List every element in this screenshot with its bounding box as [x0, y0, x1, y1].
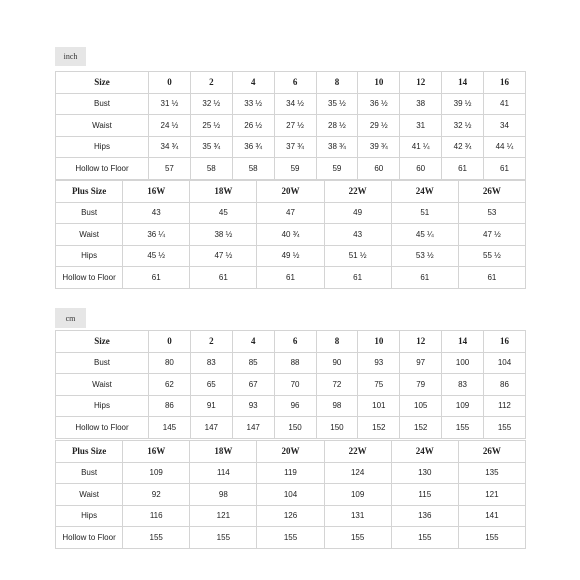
- measurement-label-cell: Hollow to Floor: [56, 527, 123, 549]
- measurement-value-cell: 93: [358, 352, 400, 374]
- measurement-value-cell: 155: [190, 527, 257, 549]
- measurement-value-cell: 61: [442, 158, 484, 180]
- measurement-value-cell: 79: [400, 374, 442, 396]
- measurement-value-cell: 155: [123, 527, 190, 549]
- measurement-value-cell: 155: [257, 527, 324, 549]
- size-header-cell: 0: [149, 331, 191, 353]
- measurement-value-cell: 41: [484, 93, 526, 115]
- measurement-label-cell: Hollow to Floor: [56, 158, 149, 180]
- measurement-label-cell: Waist: [56, 484, 123, 506]
- measurement-value-cell: 98: [316, 395, 358, 417]
- measurement-value-cell: 61: [123, 267, 190, 289]
- measurement-label-cell: Hips: [56, 395, 149, 417]
- measurement-value-cell: 145: [149, 417, 191, 439]
- measurement-value-cell: 91: [190, 395, 232, 417]
- inch-plus-size-table: [55, 180, 526, 289]
- table-row: [56, 245, 526, 267]
- measurement-value-cell: 147: [232, 417, 274, 439]
- measurement-value-cell: 112: [484, 395, 526, 417]
- measurement-value-cell: 88: [274, 352, 316, 374]
- size-header-cell: 16: [484, 72, 526, 94]
- measurement-value-cell: 36 ½: [358, 93, 400, 115]
- measurement-value-cell: 114: [190, 462, 257, 484]
- header-label-cell: Size: [56, 72, 149, 94]
- measurement-value-cell: 96: [274, 395, 316, 417]
- measurement-value-cell: 31 ½: [149, 93, 191, 115]
- measurement-label-cell: Hollow to Floor: [56, 417, 149, 439]
- measurement-value-cell: 72: [316, 374, 358, 396]
- table-row: [56, 93, 526, 115]
- measurement-value-cell: 86: [484, 374, 526, 396]
- size-header-cell: 6: [274, 72, 316, 94]
- size-header-cell: 18W: [190, 441, 257, 463]
- measurement-value-cell: 83: [190, 352, 232, 374]
- measurement-value-cell: 83: [442, 374, 484, 396]
- size-header-cell: 8: [316, 72, 358, 94]
- size-header-cell: 16W: [123, 441, 190, 463]
- measurement-value-cell: 34: [484, 115, 526, 137]
- table-row: [56, 115, 526, 137]
- measurement-value-cell: 45 ½: [123, 245, 190, 267]
- measurement-value-cell: 70: [274, 374, 316, 396]
- measurement-value-cell: 39 ¾: [358, 136, 400, 158]
- cm-plus-size-table: [55, 440, 526, 549]
- measurement-value-cell: 93: [232, 395, 274, 417]
- table-row: [56, 374, 526, 396]
- measurement-value-cell: 37 ¾: [274, 136, 316, 158]
- measurement-value-cell: 39 ½: [442, 93, 484, 115]
- measurement-value-cell: 67: [232, 374, 274, 396]
- measurement-value-cell: 119: [257, 462, 324, 484]
- measurement-value-cell: 124: [324, 462, 391, 484]
- measurement-value-cell: 121: [458, 484, 525, 506]
- measurement-value-cell: 92: [123, 484, 190, 506]
- measurement-label-cell: Waist: [56, 374, 149, 396]
- measurement-value-cell: 135: [458, 462, 525, 484]
- size-header-cell: 24W: [391, 181, 458, 203]
- measurement-value-cell: 38 ½: [190, 224, 257, 246]
- measurement-value-cell: 61: [458, 267, 525, 289]
- measurement-value-cell: 32 ½: [190, 93, 232, 115]
- measurement-value-cell: 57: [149, 158, 191, 180]
- measurement-value-cell: 155: [324, 527, 391, 549]
- table-row: [56, 484, 526, 506]
- measurement-value-cell: 53 ½: [391, 245, 458, 267]
- measurement-value-cell: 97: [400, 352, 442, 374]
- measurement-value-cell: 61: [324, 267, 391, 289]
- measurement-value-cell: 155: [391, 527, 458, 549]
- measurement-value-cell: 49 ½: [257, 245, 324, 267]
- measurement-value-cell: 147: [190, 417, 232, 439]
- size-header-cell: 10: [358, 331, 400, 353]
- measurement-value-cell: 152: [358, 417, 400, 439]
- measurement-value-cell: 33 ½: [232, 93, 274, 115]
- table-row: [56, 352, 526, 374]
- measurement-value-cell: 42 ¾: [442, 136, 484, 158]
- measurement-value-cell: 45: [190, 202, 257, 224]
- size-header-cell: 6: [274, 331, 316, 353]
- measurement-value-cell: 43: [324, 224, 391, 246]
- size-header-cell: 26W: [458, 441, 525, 463]
- size-header-cell: 2: [190, 72, 232, 94]
- size-header-cell: 24W: [391, 441, 458, 463]
- measurement-value-cell: 55 ½: [458, 245, 525, 267]
- size-header-cell: 26W: [458, 181, 525, 203]
- measurement-value-cell: 51: [391, 202, 458, 224]
- measurement-value-cell: 80: [149, 352, 191, 374]
- measurement-value-cell: 49: [324, 202, 391, 224]
- size-header-cell: 14: [442, 72, 484, 94]
- measurement-value-cell: 100: [442, 352, 484, 374]
- measurement-value-cell: 36 ¾: [232, 136, 274, 158]
- measurement-value-cell: 29 ½: [358, 115, 400, 137]
- measurement-value-cell: 85: [232, 352, 274, 374]
- measurement-value-cell: 25 ½: [190, 115, 232, 137]
- measurement-value-cell: 150: [274, 417, 316, 439]
- measurement-label-cell: Waist: [56, 115, 149, 137]
- measurement-value-cell: 75: [358, 374, 400, 396]
- measurement-value-cell: 61: [484, 158, 526, 180]
- measurement-value-cell: 59: [316, 158, 358, 180]
- measurement-value-cell: 60: [358, 158, 400, 180]
- measurement-value-cell: 126: [257, 505, 324, 527]
- measurement-value-cell: 47 ½: [190, 245, 257, 267]
- size-header-cell: 10: [358, 72, 400, 94]
- measurement-value-cell: 116: [123, 505, 190, 527]
- measurement-value-cell: 98: [190, 484, 257, 506]
- measurement-value-cell: 34 ½: [274, 93, 316, 115]
- size-header-cell: 0: [149, 72, 191, 94]
- table-header-row: [56, 181, 526, 203]
- table-row: [56, 462, 526, 484]
- table-header-row: [56, 331, 526, 353]
- size-header-cell: 18W: [190, 181, 257, 203]
- header-label-cell: Plus Size: [56, 181, 123, 203]
- size-header-cell: 16: [484, 331, 526, 353]
- table-row: [56, 417, 526, 439]
- measurement-value-cell: 40 ¾: [257, 224, 324, 246]
- measurement-value-cell: 115: [391, 484, 458, 506]
- size-header-cell: 20W: [257, 181, 324, 203]
- measurement-label-cell: Bust: [56, 462, 123, 484]
- measurement-value-cell: 131: [324, 505, 391, 527]
- measurement-value-cell: 141: [458, 505, 525, 527]
- measurement-value-cell: 47 ½: [458, 224, 525, 246]
- measurement-label-cell: Hips: [56, 505, 123, 527]
- measurement-value-cell: 101: [358, 395, 400, 417]
- header-label-cell: Size: [56, 331, 149, 353]
- table-row: [56, 158, 526, 180]
- measurement-value-cell: 35 ½: [316, 93, 358, 115]
- measurement-value-cell: 109: [442, 395, 484, 417]
- measurement-value-cell: 51 ½: [324, 245, 391, 267]
- measurement-value-cell: 105: [400, 395, 442, 417]
- unit-label-cm: cm: [55, 308, 86, 328]
- measurement-value-cell: 24 ½: [149, 115, 191, 137]
- size-header-cell: 8: [316, 331, 358, 353]
- measurement-value-cell: 53: [458, 202, 525, 224]
- header-label-cell: Plus Size: [56, 441, 123, 463]
- measurement-value-cell: 58: [232, 158, 274, 180]
- measurement-label-cell: Bust: [56, 352, 149, 374]
- measurement-value-cell: 35 ¾: [190, 136, 232, 158]
- measurement-value-cell: 109: [123, 462, 190, 484]
- measurement-value-cell: 104: [484, 352, 526, 374]
- measurement-value-cell: 155: [458, 527, 525, 549]
- measurement-label-cell: Hips: [56, 136, 149, 158]
- inch-standard-size-table: [55, 71, 526, 180]
- measurement-label-cell: Hollow to Floor: [56, 267, 123, 289]
- measurement-label-cell: Bust: [56, 93, 149, 115]
- measurement-value-cell: 41 ¼: [400, 136, 442, 158]
- size-header-cell: 22W: [324, 181, 391, 203]
- size-header-cell: 12: [400, 331, 442, 353]
- measurement-value-cell: 60: [400, 158, 442, 180]
- measurement-value-cell: 31: [400, 115, 442, 137]
- table-row: [56, 505, 526, 527]
- measurement-value-cell: 36 ¼: [123, 224, 190, 246]
- table-row: [56, 202, 526, 224]
- measurement-value-cell: 61: [391, 267, 458, 289]
- measurement-label-cell: Bust: [56, 202, 123, 224]
- measurement-value-cell: 109: [324, 484, 391, 506]
- measurement-value-cell: 34 ¾: [149, 136, 191, 158]
- measurement-value-cell: 152: [400, 417, 442, 439]
- table-row: [56, 224, 526, 246]
- measurement-value-cell: 61: [190, 267, 257, 289]
- measurement-value-cell: 27 ½: [274, 115, 316, 137]
- table-row: [56, 527, 526, 549]
- table-header-row: [56, 72, 526, 94]
- measurement-value-cell: 150: [316, 417, 358, 439]
- table-row: [56, 267, 526, 289]
- measurement-value-cell: 104: [257, 484, 324, 506]
- table-row: [56, 136, 526, 158]
- measurement-value-cell: 155: [442, 417, 484, 439]
- measurement-value-cell: 86: [149, 395, 191, 417]
- table-row: [56, 395, 526, 417]
- measurement-value-cell: 130: [391, 462, 458, 484]
- size-header-cell: 12: [400, 72, 442, 94]
- measurement-value-cell: 59: [274, 158, 316, 180]
- measurement-value-cell: 26 ½: [232, 115, 274, 137]
- measurement-label-cell: Hips: [56, 245, 123, 267]
- measurement-value-cell: 38: [400, 93, 442, 115]
- size-header-cell: 2: [190, 331, 232, 353]
- cm-standard-size-table: [55, 330, 526, 439]
- size-header-cell: 16W: [123, 181, 190, 203]
- measurement-value-cell: 121: [190, 505, 257, 527]
- size-header-cell: 20W: [257, 441, 324, 463]
- measurement-label-cell: Waist: [56, 224, 123, 246]
- measurement-value-cell: 136: [391, 505, 458, 527]
- measurement-value-cell: 47: [257, 202, 324, 224]
- measurement-value-cell: 45 ¼: [391, 224, 458, 246]
- measurement-value-cell: 62: [149, 374, 191, 396]
- measurement-value-cell: 32 ½: [442, 115, 484, 137]
- measurement-value-cell: 65: [190, 374, 232, 396]
- size-header-cell: 22W: [324, 441, 391, 463]
- table-header-row: [56, 441, 526, 463]
- size-header-cell: 4: [232, 331, 274, 353]
- measurement-value-cell: 58: [190, 158, 232, 180]
- measurement-value-cell: 38 ¾: [316, 136, 358, 158]
- measurement-value-cell: 61: [257, 267, 324, 289]
- measurement-value-cell: 28 ½: [316, 115, 358, 137]
- measurement-value-cell: 90: [316, 352, 358, 374]
- size-header-cell: 14: [442, 331, 484, 353]
- measurement-value-cell: 155: [484, 417, 526, 439]
- size-header-cell: 4: [232, 72, 274, 94]
- measurement-value-cell: 44 ¼: [484, 136, 526, 158]
- unit-label-inch: inch: [55, 47, 86, 66]
- measurement-value-cell: 43: [123, 202, 190, 224]
